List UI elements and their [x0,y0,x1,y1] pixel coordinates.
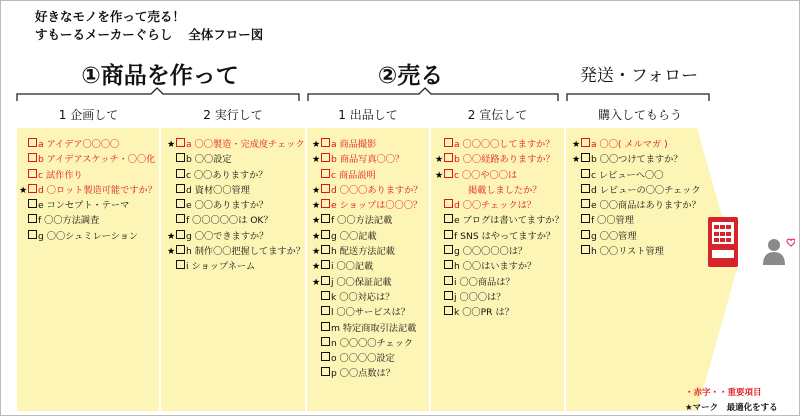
checklist-item-text: j 〇〇保証記載 [331,276,392,288]
checklist-item [321,351,422,366]
checkbox-icon [321,169,330,178]
bracket-ship [567,94,709,101]
checklist-promotion [435,137,564,321]
checklist-item-text: g 〇〇できますか？ [186,230,269,242]
checklist-item-text: b 商品写真〇〇？ [331,154,405,166]
star-mark-icon: ★ [312,276,321,288]
checklist-purchase [572,137,701,259]
bracket-make [17,88,299,101]
checklist-item [444,137,564,152]
checklist-item [444,198,564,213]
bracket-sell [308,88,558,101]
checklist-item [572,152,701,167]
checklist-item [28,229,157,244]
subphase-promotion: 2 宣伝して [467,108,528,122]
checkbox-icon [444,306,453,315]
legend-star-meaning: ★マーク 最適化をする [685,403,778,413]
checkbox-icon [176,199,185,208]
vending-slot [712,250,734,258]
checklist-item [435,168,564,183]
checklist-item [321,290,422,305]
checklist-item [444,290,564,305]
checkbox-icon [28,169,37,178]
checklist-item-text: e コンセプト・テーマ [38,200,130,212]
checkbox-icon [444,245,453,254]
checklist-item [444,229,564,244]
checkbox-icon [321,138,330,147]
checklist-item [176,198,305,213]
header-subtitle: 好きなモノを作って売る！ [35,9,185,24]
checklist-item [28,213,157,228]
checklist-item [312,152,422,167]
checkbox-icon [176,184,185,193]
checklist-item-text: c 〇〇ありますか？ [186,169,268,181]
star-mark-icon: ★ [312,200,321,212]
phase-ship-title: 発送・フォロー [579,66,699,86]
checklist-item [581,213,701,228]
checklist-item [176,213,305,228]
checklist-item [444,244,564,259]
checkbox-icon [581,230,590,239]
checkbox-icon [176,153,185,162]
checkbox-icon [321,337,330,346]
checklist-item [312,229,422,244]
checkbox-icon [176,230,185,239]
star-mark-icon: ★ [19,184,28,196]
checklist-item [312,183,423,198]
checklist-item-text: f 〇〇〇〇〇は OK？ [186,215,273,227]
checklist-item [28,152,157,167]
vending-window [712,222,734,244]
checkbox-icon [28,199,37,208]
checkbox-icon [28,184,37,193]
star-mark-icon: ★ [435,169,444,181]
subphase-execution: 2 実行して [203,108,263,122]
phase-brackets [1,1,800,111]
checklist-item [28,137,157,152]
checkbox-icon [444,199,453,208]
checklist-item [581,244,701,259]
checklist-item [167,244,305,259]
heart-icon [787,239,795,246]
vending-machine-icon [708,217,738,267]
checklist-item-text: m 特定商取引法記載 [331,322,417,334]
checklist-listing [312,137,423,382]
checklist-item-text: g 〇〇シュミレーション [38,230,139,242]
checklist-item [312,198,423,213]
checklist-item-text: c レビューへ〇〇 [591,169,664,181]
checklist-item [321,305,422,320]
checklist-item [167,229,305,244]
checklist-item [581,229,701,244]
checkbox-icon [321,245,330,254]
checklist-item-text: g 〇〇管理 [591,230,637,242]
checkbox-icon [444,276,453,285]
checklist-item-text: o 〇〇〇〇設定 [331,353,395,365]
checklist-item-text: d 〇ロット製造可能ですか？ [38,184,157,196]
checklist-item-text: i 〇〇記載 [331,261,374,273]
checklist-item-text: i 〇〇商品は？ [454,276,515,288]
checkbox-icon [321,260,330,269]
checklist-item [444,275,564,290]
checkbox-icon [176,245,185,254]
checklist-planning [19,137,157,244]
checkbox-icon [176,214,185,223]
checklist-item-text: b 〇〇経路ありますか？ [454,154,555,166]
checklist-item-text: a 〇〇〇〇してますか？ [454,139,555,150]
checklist-item-text: h 配送方法記載 [331,246,395,258]
checklist-item [28,168,157,183]
checklist-item-text: a 〇〇( メルマガ ) [591,139,668,150]
checklist-item-text: h 制作〇〇把握してますか？ [186,246,305,258]
checklist-item [176,259,305,274]
checklist-item-text: i ショップネーム [186,261,256,273]
checklist-item [176,183,305,198]
checkbox-icon [581,169,590,178]
checkbox-icon [321,184,330,193]
checklist-item-text: n 〇〇〇〇チェック [331,337,413,349]
checklist-item-text: f 〇〇方法記載 [331,215,393,227]
checkbox-icon [321,214,330,223]
checklist-item-text: b アイデアスケッチ・〇〇化 [38,154,156,166]
subphase-planning: 1 企画して [58,108,119,122]
checklist-item-text: c 試作作り [38,169,83,181]
checklist-item-text: c 〇〇や〇〇は [454,169,518,181]
checklist-item-text: f SNS はやってますか？ [454,230,556,242]
checklist-item [312,259,422,274]
checklist-item-text: d 資材〇〇管理 [186,184,250,196]
checklist-item-text: d レビューの〇〇チェック [591,184,701,196]
checklist-item [321,366,422,381]
checklist-execution [167,137,305,275]
checkbox-icon [321,306,330,315]
checklist-item-text: g 〇〇〇〇〇は？ [454,246,528,258]
checklist-item-text: e 〇〇商品はありますか？ [591,200,701,212]
checkbox-icon [581,138,590,147]
checkbox-icon [444,138,453,147]
checklist-item [176,168,305,183]
checkbox-icon [28,214,37,223]
checkbox-icon [176,260,185,269]
checklist-item-text: d 〇〇チェックは？ [454,200,536,212]
checklist-item [167,137,305,152]
checkbox-icon [581,153,590,162]
star-mark-icon: ★ [312,215,321,227]
checklist-item [444,305,564,320]
checklist-item [444,213,564,228]
star-mark-icon: ★ [167,246,176,258]
checklist-item [312,213,422,228]
checkbox-icon [444,230,453,239]
checkbox-icon [28,153,37,162]
star-mark-icon: ★ [312,154,321,166]
checklist-item [312,275,422,290]
checkbox-icon [176,138,185,147]
subphase-listing: 1 出品して [338,108,398,122]
star-mark-icon: ★ [572,139,581,150]
checkbox-icon [581,245,590,254]
checklist-item-text: e 〇〇ありますか？ [186,200,269,212]
checklist-item-text: d 〇〇〇ありますか？ [331,184,423,196]
checklist-item [312,137,422,152]
customer-icon [763,237,795,269]
checkbox-icon [321,153,330,162]
checklist-item [312,244,422,259]
checklist-item [321,168,422,183]
checkbox-icon [444,214,453,223]
checklist-item-text: j 〇〇〇は？ [454,291,506,303]
checkbox-icon [581,214,590,223]
checkbox-icon [444,169,453,178]
checkbox-icon [581,184,590,193]
checkbox-icon [28,230,37,239]
star-mark-icon: ★ [312,230,321,242]
star-mark-icon: ★ [435,154,444,166]
subphase-purchase: 購入してもらう [597,108,682,122]
checkbox-icon [444,260,453,269]
checkbox-icon [28,138,37,147]
star-mark-icon: ★ [312,261,321,273]
checklist-item-text: a 〇〇製造・完成度チェック [186,139,305,150]
checklist-item-text: k 〇〇PR は？ [454,307,514,319]
checklist-item-text: k 〇〇対応は？ [331,291,395,303]
checklist-item-text: h 〇〇リスト管理 [591,246,664,258]
checklist-item-text: b 〇〇つけてますか？ [591,154,683,166]
checklist-item [581,198,701,213]
checkbox-icon [444,153,453,162]
star-mark-icon: ★ [312,246,321,258]
checklist-item [28,198,157,213]
header-title-main: すもーるメーカーぐらし [35,27,173,42]
checklist-item-text: l 〇〇サービスは？ [331,307,410,319]
checklist-item [572,137,701,152]
checkbox-icon [581,199,590,208]
checkbox-icon [321,230,330,239]
phase-sell-title: ②売る [377,63,444,89]
checklist-item-text: b 〇〇設定 [186,154,232,166]
checklist-item-continuation: 掲載しましたか？ [468,184,542,196]
checklist-item-text: h 〇〇はいますか？ [454,261,537,273]
checkbox-icon [321,199,330,208]
checklist-item [581,168,701,183]
checkbox-icon [321,367,330,376]
checkbox-icon [321,352,330,361]
checklist-item [435,152,564,167]
checklist-item [19,183,157,198]
checkbox-icon [444,291,453,300]
header-title-sub: 全体フロー図 [188,27,264,42]
checklist-item [321,336,422,351]
checklist-item [581,183,701,198]
checklist-item [444,259,564,274]
star-mark-icon: ★ [312,184,321,196]
checklist-item-text: p 〇〇点数は？ [331,368,395,380]
checklist-item-text: g 〇〇記載 [331,230,377,242]
checkbox-icon [321,291,330,300]
checkbox-icon [321,276,330,285]
checklist-item-text: c 商品説明 [331,169,376,181]
checklist-item-text: f 〇〇管理 [591,215,634,227]
checklist-item [321,321,422,336]
checklist-item-text: f 〇〇方法調査 [38,215,100,227]
checklist-item-text: e ブログは書いてますか？ [454,215,564,227]
checkbox-icon [321,322,330,331]
star-mark-icon: ★ [572,154,581,166]
star-mark-icon: ★ [167,230,176,242]
star-mark-icon: ★ [167,139,176,150]
checklist-item-text: a アイデア〇〇〇〇 [38,139,120,150]
phase-make-title: ①商品を作って [81,63,239,89]
star-mark-icon: ★ [312,139,321,150]
checklist-item [176,152,305,167]
checkbox-icon [176,169,185,178]
legend-red-meaning: ・赤字・・重要項目 [685,388,762,398]
checklist-item-text: a 商品撮影 [331,139,377,150]
checklist-item-text: e ショップは〇〇〇？ [331,200,423,212]
